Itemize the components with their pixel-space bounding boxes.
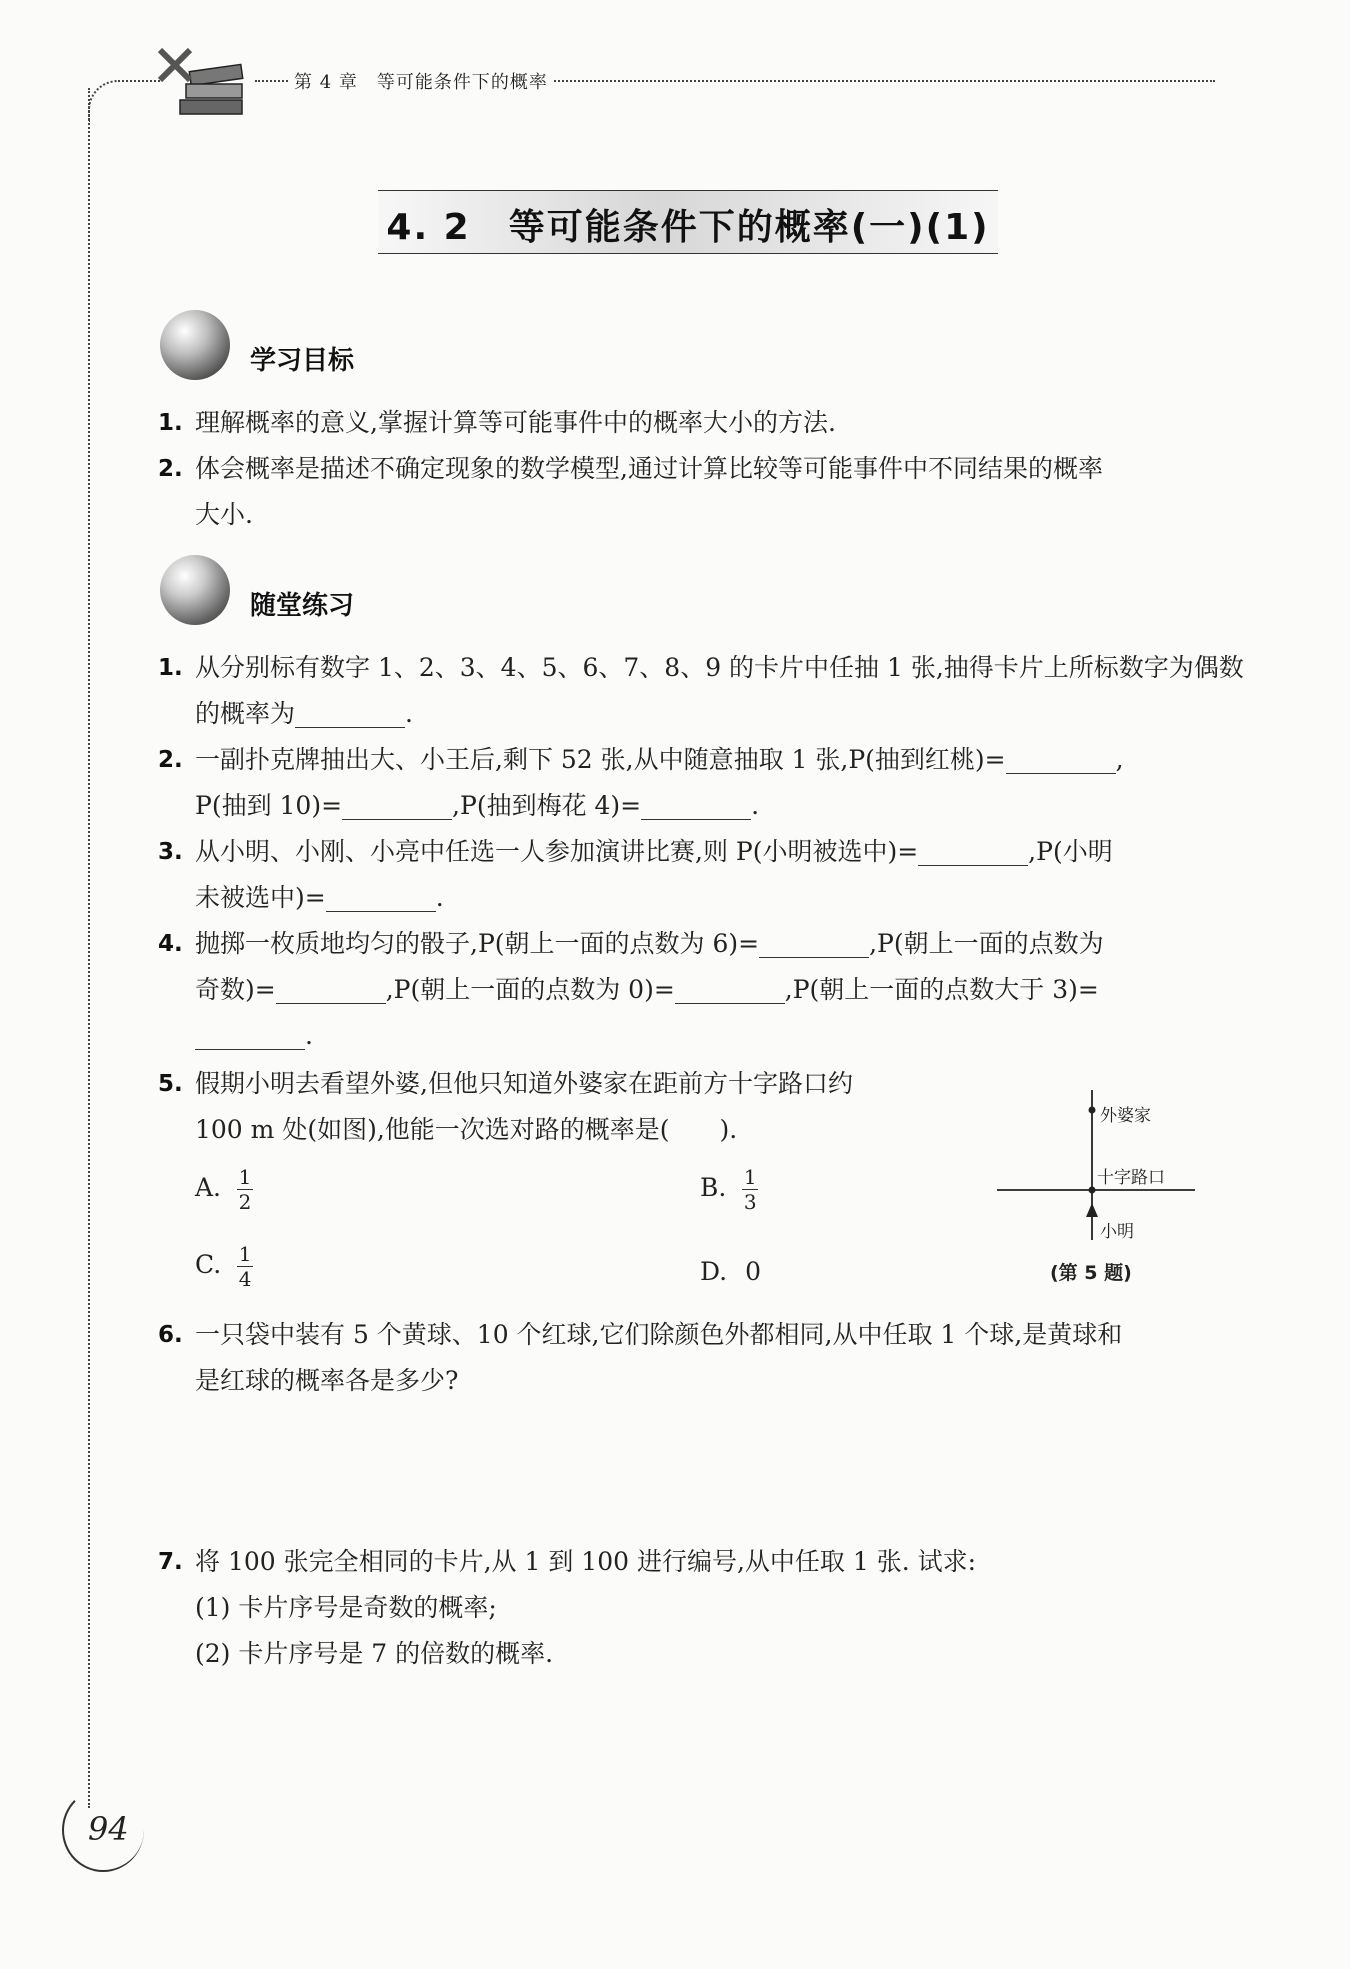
question-text-cont: 未被选中)= . (195, 883, 444, 912)
answer-blank[interactable] (759, 927, 869, 958)
books-logo-icon (150, 40, 260, 124)
sub-question: (1) 卡片序号是奇数的概率; (195, 1593, 497, 1622)
answer-blank[interactable] (195, 1019, 305, 1050)
answer-blank[interactable] (276, 973, 386, 1004)
question-number: 6. (158, 1322, 183, 1348)
figure-label-crossroad: 十字路口 (1097, 1168, 1165, 1188)
figure-label-xiaoming: 小明 (1100, 1222, 1134, 1242)
goal-text: 理解概率的意义,掌握计算等可能事件中的概率大小的方法. (195, 408, 836, 437)
page-number: 94 (88, 1810, 129, 1848)
practice-heading: 随堂练习 (250, 591, 355, 621)
chapter-header: 第 4 章 等可能条件下的概率 (288, 68, 554, 94)
globe-icon (160, 555, 230, 625)
question-text: 从分别标有数字 1、2、3、4、5、6、7、8、9 的卡片中任抽 1 张,抽得卡片上所标数字为偶数 (195, 653, 1244, 682)
answer-blank[interactable] (342, 789, 452, 820)
sphere-icon (160, 310, 230, 380)
question-number: 7. (158, 1549, 183, 1575)
margin-dotted-line (88, 88, 90, 1808)
answer-blank[interactable] (675, 973, 785, 1004)
question-text: 抛掷一枚质地均匀的骰子,P(朝上一面的点数为 6)= ,P(朝上一面的点数为 (195, 929, 1104, 958)
question-text-cont: P(抽到 10)= ,P(抽到梅花 4)= . (195, 791, 760, 820)
question-text: 从小明、小刚、小亮中任选一人参加演讲比赛,则 P(小明被选中)= ,P(小明 (195, 837, 1113, 866)
option-b[interactable]: B. $\frac{1}{3}$ (700, 1165, 757, 1214)
sub-question: (2) 卡片序号是 7 的倍数的概率. (195, 1639, 554, 1668)
goal-number: 2. (158, 456, 183, 482)
question-number: 3. (158, 839, 183, 865)
question-text-cont: 奇数)= ,P(朝上一面的点数为 0)= ,P(朝上一面的点数大于 3)= (195, 975, 1099, 1004)
answer-blank[interactable] (641, 789, 751, 820)
goal-text: 体会概率是描述不确定现象的数学模型,通过计算比较等可能事件中不同结果的概率 (195, 454, 1103, 483)
option-c[interactable]: C. $\frac{1}{4}$ (195, 1242, 252, 1291)
arrow-icon (1086, 1203, 1098, 1217)
option-d[interactable]: D. 0 (700, 1257, 761, 1286)
fraction: $\frac{1}{4}$ (238, 1242, 252, 1291)
page-title: 4. 2 等可能条件下的概率(一)(1) (386, 207, 990, 248)
goals-heading: 学习目标 (250, 346, 355, 376)
answer-blank[interactable] (295, 697, 405, 728)
answer-blank[interactable] (918, 835, 1028, 866)
question-text: 将 100 张完全相同的卡片,从 1 到 100 进行编号,从中任取 1 张. 试求: (195, 1547, 977, 1576)
question-number: 5. (158, 1071, 183, 1097)
answer-blank[interactable] (326, 881, 436, 912)
question-text-cont: 是红球的概率各是多少? (195, 1366, 459, 1395)
option-a[interactable]: A. $\frac{1}{2}$ (195, 1165, 252, 1214)
goal-text-cont: 大小. (195, 500, 253, 529)
answer-blank[interactable] (1006, 743, 1116, 774)
question-text: 一副扑克牌抽出大、小王后,剩下 52 张,从中随意抽取 1 张,P(抽到红桃)= , (195, 745, 1124, 774)
figure-label-grandma: 外婆家 (1100, 1106, 1151, 1126)
crossroad-figure (995, 1085, 1205, 1245)
fraction: $\frac{1}{2}$ (238, 1165, 252, 1214)
question-text-cont: 100 m 处(如图),他能一次选对路的概率是( ). (195, 1115, 738, 1144)
fraction: $\frac{1}{3}$ (743, 1165, 757, 1214)
section-title-box (378, 190, 998, 254)
grandma-house-point (1089, 1107, 1096, 1114)
question-number: 1. (158, 655, 183, 681)
crossroad-point (1089, 1187, 1096, 1194)
question-text: 一只袋中装有 5 个黄球、10 个红球,它们除颜色外都相同,从中任取 1 个球,是黄球和 (195, 1320, 1123, 1349)
question-text: 假期小明去看望外婆,但他只知道外婆家在距前方十字路口约 (195, 1069, 853, 1098)
figure-caption: (第 5 题) (1050, 1262, 1132, 1284)
goal-number: 1. (158, 410, 183, 436)
question-text-cont: 的概率为 . (195, 699, 413, 728)
question-number: 2. (158, 747, 183, 773)
question-text-cont: . (195, 1013, 313, 1059)
question-number: 4. (158, 931, 183, 957)
